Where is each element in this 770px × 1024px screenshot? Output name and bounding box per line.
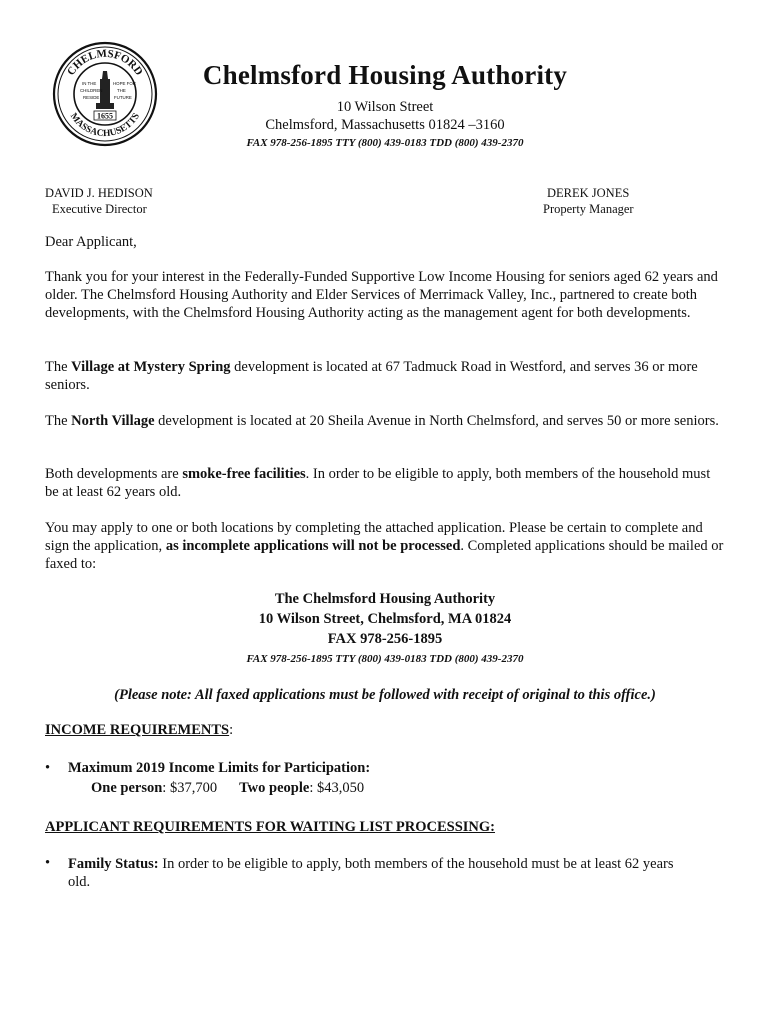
income-limits-title: Maximum 2019 Income Limits for Participation: [68, 760, 371, 776]
seal-motto-left-3: RESIDE [83, 95, 100, 100]
seal-bottom-text: MASSACHUSETTS [67, 111, 143, 140]
mailing-name: The Chelmsford Housing Authority [274, 591, 496, 607]
north-village-name: North Village [71, 413, 155, 429]
seal-year: 1655 [97, 111, 113, 121]
street-address: 10 Wilson Street [336, 99, 434, 115]
smoke-free-emphasis: smoke-free facilities [182, 466, 306, 482]
paragraph-smoke-free: Both developments are smoke-free facilities. In order to be eligible to apply, both members of the household must be at least 62 years old. [45, 466, 711, 500]
one-person-label: One person [91, 780, 163, 796]
one-person-value: : $37,700 [162, 780, 218, 796]
income-requirements-heading: INCOME REQUIREMENTS: [45, 722, 234, 738]
family-status-bullet-marker: • [45, 855, 51, 871]
mystery-spring-name: Village at Mystery Spring [71, 359, 231, 375]
city-address: Chelmsford, Massachusetts 01824 –3160 [265, 117, 505, 133]
mailing-address: 10 Wilson Street, Chelmsford, MA 01824 [258, 611, 512, 627]
two-people-value: : $43,050 [309, 780, 365, 796]
paragraph-north-village: The North Village development is located at 20 Sheila Avenue in North Chelmsford, and serves 50 or more seniors. [45, 413, 719, 429]
seal-motto-left-2: CHILDREN [80, 88, 103, 93]
paragraph-apply-instructions: You may apply to one or both locations by completing the attached application. Please be certain to complete and sign the application, as incomplete applications will not be processed. Completed applications should be mailed or faxed to: [45, 520, 724, 572]
seal-motto-right-2: THE [117, 88, 126, 93]
incomplete-warning: as incomplete applications will not be processed [165, 538, 461, 554]
family-status-text: In order to be eligible to apply, both members of the household must be at least 62 years old. [68, 856, 674, 890]
header-contact-numbers: FAX 978-256-1895 TTY (800) 439-0183 TDD (800) 439-2370 [246, 137, 524, 149]
fax-note: (Please note: All faxed applications must be followed with receipt of original to this office.) [114, 687, 656, 703]
organization-title: Chelmsford Housing Authority [202, 60, 568, 90]
applicant-requirements-heading: APPLICANT REQUIREMENTS FOR WAITING LIST PROCESSING: [45, 819, 495, 835]
executive-director-title: Executive Director [52, 202, 147, 216]
property-manager-name: DEREK JONES [547, 186, 630, 200]
mailing-contact-numbers: FAX 978-256-1895 TTY (800) 439-0183 TDD (800) 439-2370 [246, 653, 524, 665]
family-status-label: Family Status: [68, 856, 159, 872]
paragraph-mystery-spring: The Village at Mystery Spring development is located at 67 Tadmuck Road in Westford, and serves 36 or more seniors. [45, 359, 698, 393]
salutation: Dear Applicant, [45, 234, 137, 250]
family-status-item [68, 855, 698, 891]
seal-motto-right-3: FUTURE [114, 95, 132, 100]
executive-director-name: DAVID J. HEDISON [45, 186, 153, 200]
income-limits-values [91, 780, 364, 797]
income-bullet-marker: • [45, 760, 51, 776]
seal-top-text: CHELMSFORD [65, 47, 145, 78]
mailing-fax: FAX 978-256-1895 [327, 631, 443, 647]
property-manager-title: Property Manager [543, 202, 634, 216]
seal-motto-right-1: HOPE FOR [113, 81, 136, 86]
seal-motto-left-1: IN THE [82, 81, 97, 86]
paragraph-intro: Thank you for your interest in the Federally-Funded Supportive Low Income Housing for seniors aged 62 years and older. The Chelmsford Housing Authority and Elder Services of Merrimack Valley, Inc., partnered to create both developments, with the Chelmsford Housing Authority acting as the management agent for both developments. [45, 269, 718, 321]
two-people-label: Two people [239, 780, 310, 796]
